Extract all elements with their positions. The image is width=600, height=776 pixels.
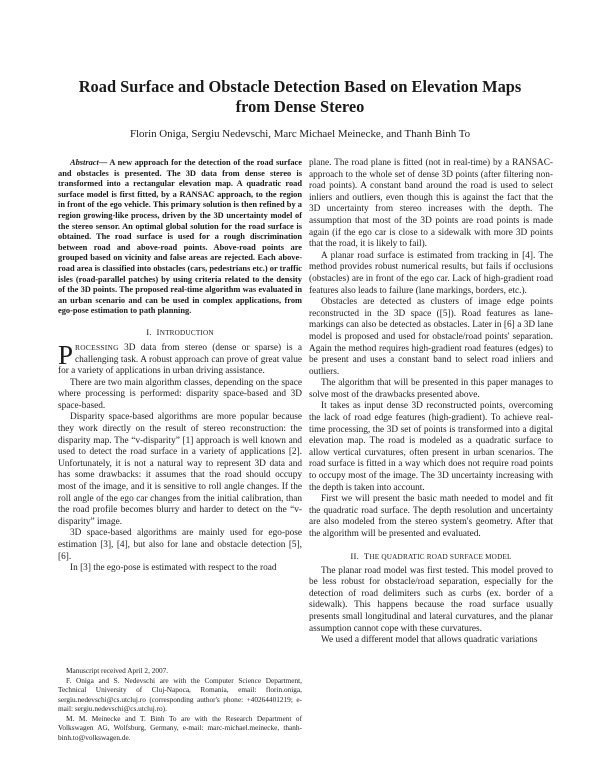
- footnote-affiliation-1: F. Oniga and S. Nedevschi are with the Computer Science Department, Technical University of Cluj-Napoca, Romania, email: florin.oniga, sergiu.nedevschi@cs.utcluj.ro (corresponding author's phone: +40264401219; e-mail: sergiu.nedevschi@cs.utcluj.ro).: [58, 675, 302, 713]
- intro-paragraph-1-text: 3D data from stereo (dense or sparse) is a challenging task. A robust approach can prove of great value for a variety of applications in urban driving assistance.: [58, 342, 302, 377]
- abstract: [58, 158, 302, 317]
- section-heading-road-model: [309, 551, 553, 561]
- section-heading-introduction: [58, 327, 302, 337]
- section-heading-rest: HE QUADRATIC ROAD SURFACE MODEL: [369, 552, 512, 561]
- title-line-1: Road Surface and Obstacle Detection Based on Elevation Maps: [78, 77, 522, 96]
- intro-lead-word: ROCESSING: [75, 342, 119, 352]
- section-numeral: I.: [146, 326, 152, 337]
- right-paragraph-3: Obstacles are detected as clusters of image edge points reconstructed in the 3D space ([5]). Road features as lane-markings can also be detected as obstacles. Later in [6] a 3D lane model is proposed and used for obstacle/road points' separation. Again the method requires high-gradient road features (edges) to be present and uses a constant band to select road inliers and outliers.: [309, 297, 553, 377]
- right-paragraph-2: A planar road surface is estimated from tracking in [4]. The method provides robust numerical results, but fails if occlusions (obstacles) are in front of the ego car. Lack of high-gradient road features also leads to failure (lane markings, borders, etc.).: [309, 250, 553, 296]
- section-numeral: II.: [350, 550, 360, 561]
- title-line-2: from Dense Stereo: [235, 96, 365, 116]
- drop-cap: P: [58, 339, 74, 370]
- footnote-affiliation-2: M. M. Meinecke and T. Binh To are with the Research Department of Volkswagen AG, Wolfsburg, Germany, e-mail: marc-michael.meinecke, thanh-binh.to@volkswagen.de.: [58, 713, 302, 742]
- right-paragraph-5: It takes as input dense 3D reconstructed points, overcoming the lack of road edge features (high-gradient). To achieve real-time processing, the 3D set of points is transformed into a digital elevation map. The road is modeled as a quadratic surface to allow vertical curvatures, often present in urban scenarios. The road surface is fitted in a way which does not require road points to occupy most of the image. The 3D uncertainty increasing with the depth is taken into account.: [309, 401, 553, 493]
- abstract-text: — A new approach for the detection of the road surface and obstacles is presented. The 3D data from dense stereo is transformed into a rectangular elevation map. A quadratic road surface model is first fitted, by a RANSAC approach, to the region in front of the ego vehicle. This primary solution is then refined by a region growing-like process, driven by the 3D uncertainty model of the stereo sensor. An optimal global solution for the road surface is obtained. The road surface is used for a rough discrimination between road and above-road points. Above-road points are grouped based on vicinity and false areas are rejected. Each above-road area is classified into obstacles (cars, pedestrians etc.) or traffic isles (road-parallel patches) by using criteria related to the density of the 3D points. The proposed real-time algorithm was evaluated in an urban scenario and can be used in complex applications, from ego-pose estimation to path planning.: [58, 158, 302, 316]
- right-paragraph-8: We used a different model that allows quadratic variations: [321, 635, 538, 646]
- intro-paragraph-4: 3D space-based algorithms are mainly used for ego-pose estimation [3], [4], but also for lane and obstacle detection [5], [6].: [58, 528, 302, 562]
- intro-paragraph-1: [58, 339, 302, 378]
- right-paragraph-6: First we will present the basic math needed to model and fit the quadratic road surface. The depth resolution and uncertainty are also modeled from the stereo system's geometry. After that the algorithm will be presented and evaluated.: [309, 494, 553, 539]
- abstract-paragraph: [58, 158, 302, 317]
- intro-paragraph-3: Disparity space-based algorithms are more popular because they work directly on the result of stereo reconstruction: the disparity map. The “v-disparity” [1] approach is well known and used to detect the road surface in a variety of applications [2]. Unfortunately, it is not a natural way to represent 3D data and has some drawbacks: it assumes that the road should occupy most of the image, and it is sensitive to roll angle changes. If the roll angle of the ego car changes from the initial calibration, than the road profile becomes blurry and harder to detect on the “v-disparity” image.: [58, 412, 302, 527]
- right-paragraph-1: plane. The road plane is fitted (not in real-time) by a RANSAC-approach to the whole set of dense 3D points (after filtering non-road points). A constant band around the road is used to select inliers and outliers, even though this is against the fact that the 3D uncertainty from stereo increases with the depth. The assumption that most of the 3D points are road points is made again (if the ego car is close to a sidewalk with more 3D points that the road, it is likely to fail).: [309, 158, 553, 250]
- footnote-received: Manuscript received April 2, 2007.: [66, 666, 169, 675]
- paper-title: [60, 77, 540, 116]
- right-paragraph-7: The planar road model was first tested. This model proved to be less robust for obstacle/road separation, especially for the detection of road delimiters such as curbs (ex. border of a sidewalk). This happens because the road surface usually presents small longitudinal and lateral curvatures, and the planar assumption cannot cope with these curvatures.: [309, 565, 553, 634]
- section-heading-rest: NTRODUCTION: [159, 328, 214, 337]
- left-column: [58, 158, 302, 575]
- footnote: [58, 666, 302, 742]
- right-column: [309, 158, 553, 647]
- section-initial: T: [363, 550, 370, 561]
- section-initial: I: [156, 326, 160, 337]
- author-list: Florin Oniga, Sergiu Nedevschi, Marc Michael Meinecke, and Thanh Binh To: [129, 128, 471, 140]
- abstract-label: Abstract: [70, 158, 99, 167]
- intro-paragraph-5: In [3] the ego-pose is estimated with respect to the road: [70, 563, 277, 574]
- right-paragraph-4: The algorithm that will be presented in this paper manages to solve most of the drawbacks presented above.: [309, 378, 553, 400]
- intro-paragraph-2: There are two main algorithm classes, depending on the space where processing is performed: disparity space-based and 3D space-based.: [58, 377, 302, 411]
